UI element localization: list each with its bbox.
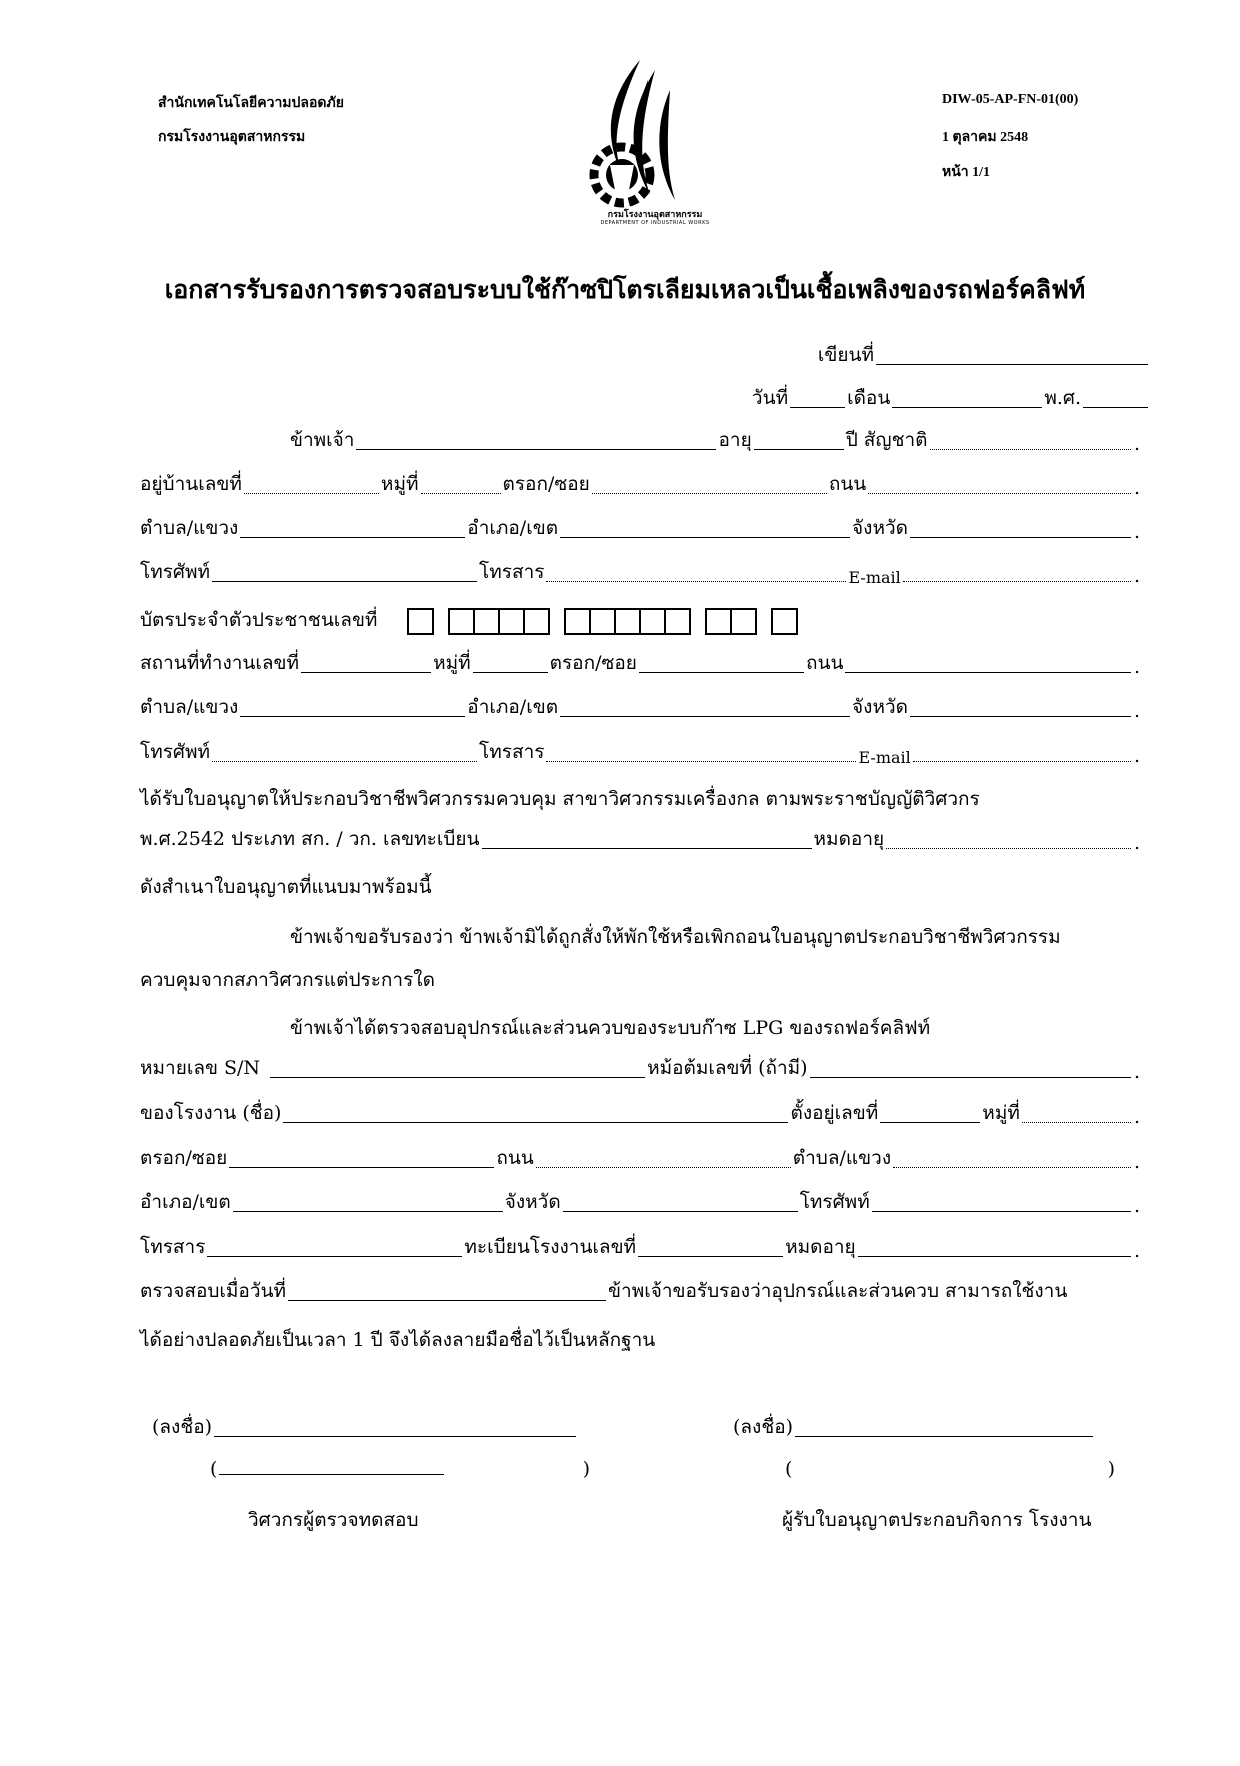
id-digit-box[interactable]: [705, 608, 732, 635]
factory-phone-field[interactable]: [872, 1211, 1131, 1212]
certification-tail: ข้าพเจ้าขอรับรองว่าอุปกรณ์และส่วนควบ สามารถใช้งาน: [608, 1280, 1068, 1302]
work-phone-field[interactable]: [212, 761, 477, 762]
id-card-row: [140, 605, 1140, 635]
end-dot: .: [1133, 1195, 1140, 1217]
end-dot: .: [1133, 656, 1140, 678]
certify-statement-line2: ควบคุมจากสภาวิศวกรแต่ประการใด: [140, 969, 435, 991]
end-dot: .: [1133, 1240, 1140, 1262]
work-tambon-field[interactable]: [240, 716, 465, 717]
document-title: เอกสารรับรองการตรวจสอบระบบใช้ก๊าซปิโตรเลียมเหลวเป็นเชื้อเพลิงของรถฟอร์คลิฟท์: [164, 275, 1086, 304]
day-label: วันที่: [751, 387, 789, 409]
applicant-label: ข้าพเจ้า: [290, 429, 355, 451]
end-dot: .: [1133, 1151, 1140, 1173]
moo-label: หมู่ที่: [380, 473, 419, 495]
org-name-line2: กรมโรงงานอุตสาหกรรม: [158, 130, 306, 145]
inspection-date-row: [140, 1276, 1140, 1306]
work-tambon-label: ตำบล/แขวง: [140, 696, 239, 718]
org-name-line1: สำนักเทคโนโลยีความปลอดภัย: [158, 96, 344, 111]
date-row: [752, 383, 1150, 413]
paren-close: ): [582, 1458, 590, 1480]
day-field[interactable]: [790, 407, 845, 408]
factory-located-field[interactable]: [880, 1122, 980, 1123]
id-digit-box[interactable]: [448, 608, 475, 635]
factory-fax-field[interactable]: [207, 1256, 462, 1257]
age-field[interactable]: [754, 449, 844, 450]
license-number-field[interactable]: [482, 848, 812, 849]
document-code: DIW-05-AP-FN-01(00): [942, 92, 1079, 107]
end-dot: .: [1133, 433, 1140, 455]
factory-located-label: ตั้งอยู่เลขที่: [790, 1102, 879, 1124]
id-digit-box[interactable]: [498, 608, 525, 635]
fax-field[interactable]: [546, 581, 846, 582]
amphoe-label: อำเภอ/เขต: [467, 517, 559, 539]
nationality-label: ปี สัญชาติ: [845, 429, 928, 451]
certify-statement-line1: ข้าพเจ้าขอรับรองว่า ข้าพเจ้ามิได้ถูกสั่งให้พักใช้หรือเพิกถอนใบอนุญาตประกอบวิชาชีพวิศวกรรม: [290, 926, 1061, 948]
license-type-label: พ.ศ.2542 ประเภท สก. / วก. เลขทะเบียน: [140, 828, 480, 850]
license-expire-field[interactable]: [886, 848, 1131, 849]
end-dot: .: [1133, 1061, 1140, 1083]
engineer-signature: [152, 1412, 578, 1442]
factory-road-label: ถนน: [496, 1147, 534, 1169]
inspection-date-label: ตรวจสอบเมื่อวันที่: [140, 1280, 287, 1302]
end-dot: .: [1133, 565, 1140, 587]
id-digit-box[interactable]: [771, 608, 798, 635]
id-digit-box[interactable]: [564, 608, 591, 635]
factory-name-row: [140, 1098, 1140, 1128]
end-dot: .: [1133, 521, 1140, 543]
nationality-field[interactable]: [930, 449, 1131, 450]
serial-label: หมายเลข S/N: [140, 1057, 261, 1079]
factory-province-label: จังหวัด: [504, 1191, 561, 1213]
id-digit-box[interactable]: [664, 608, 691, 635]
factory-soi-field[interactable]: [229, 1167, 494, 1168]
boiler-label: หม้อต้มเลขที่ (ถ้ามี): [647, 1057, 808, 1079]
boiler-field[interactable]: [810, 1077, 1131, 1078]
document-date: 1 ตุลาคม 2548: [942, 130, 1029, 145]
id-digit-box[interactable]: [730, 608, 757, 635]
work-amphoe-label: อำเภอ/เขต: [467, 696, 559, 718]
engineer-signature-field[interactable]: [214, 1436, 576, 1437]
written-at-field[interactable]: [876, 364, 1148, 365]
work-road-label: ถนน: [805, 652, 844, 674]
work-fax-field[interactable]: [546, 761, 856, 762]
work-soi-field[interactable]: [639, 672, 804, 673]
work-phone-label: โทรศัพท์: [140, 741, 211, 763]
year-field[interactable]: [1083, 407, 1148, 408]
factory-name-label: ของโรงงาน (ชื่อ): [140, 1102, 282, 1124]
year-label: พ.ศ.: [1044, 387, 1081, 409]
amphoe-field[interactable]: [560, 537, 850, 538]
email-label: E-mail: [848, 568, 901, 587]
licensee-role: ผู้รับใบอนุญาตประกอบกิจการ โรงงาน: [782, 1509, 1092, 1531]
soi-label: ตรอก/ซอย: [502, 473, 590, 495]
factory-moo-label: หมู่ที่: [982, 1102, 1020, 1124]
house-no-label: อยู่บ้านเลขที่: [140, 473, 242, 495]
factory-tambon-label: ตำบล/แขวง: [792, 1147, 892, 1169]
id-digit-box[interactable]: [407, 608, 434, 635]
license-copy-note: ดังสำเนาใบอนุญาตที่แนบมาพร้อมนี้: [140, 876, 432, 898]
factory-soi-label: ตรอก/ซอย: [140, 1147, 228, 1169]
end-dot: .: [1133, 1106, 1140, 1128]
certification-closing: ได้อย่างปลอดภัยเป็นเวลา 1 ปี จึงได้ลงลายมือชื่อไว้เป็นหลักฐาน: [140, 1329, 656, 1351]
department-logo: [570, 55, 740, 230]
road-label: ถนน: [828, 473, 867, 495]
engineer-name-open: [210, 1458, 446, 1480]
written-at-row: [818, 340, 1150, 370]
road-field[interactable]: [868, 493, 1131, 494]
factory-fax-label: โทรสาร: [140, 1236, 206, 1258]
licensee-signature-field[interactable]: [795, 1436, 1093, 1437]
month-field[interactable]: [892, 407, 1042, 408]
id-group-4: [705, 608, 757, 635]
province-label: จังหวัด: [852, 517, 908, 539]
factory-registration-row: [140, 1232, 1140, 1262]
id-digit-box[interactable]: [589, 608, 616, 635]
factory-amphoe-label: อำเภอ/เขต: [140, 1191, 231, 1213]
work-district-row: [140, 692, 1140, 722]
factory-district-row: [140, 1187, 1140, 1217]
tambon-field[interactable]: [240, 537, 465, 538]
id-card-label: บัตรประจำตัวประชาชนเลขที่: [140, 609, 378, 631]
work-email-label: E-mail: [858, 748, 911, 767]
work-soi-label: ตรอก/ซอย: [549, 652, 637, 674]
id-group-2: [448, 608, 550, 635]
id-card-boxes: [407, 608, 812, 635]
id-digit-box[interactable]: [473, 608, 500, 635]
work-road-field[interactable]: [845, 672, 1131, 673]
license-statement: ได้รับใบอนุญาตให้ประกอบวิชาชีพวิศวกรรมควบคุม สาขาวิศวกรรมเครื่องกล ตามพระราชบัญญัติวิศวกร: [140, 788, 980, 810]
factory-phone-label: โทรศัพท์: [799, 1191, 870, 1213]
house-no-field[interactable]: [244, 493, 379, 494]
phone-label: โทรศัพท์: [140, 561, 211, 583]
license-expire-label: หมดอายุ: [813, 828, 885, 850]
engineer-role: วิศวกรผู้ตรวจทดสอบ: [248, 1509, 419, 1531]
factory-moo-field[interactable]: [1022, 1122, 1131, 1123]
month-label: เดือน: [847, 387, 891, 409]
home-contact-row: [140, 557, 1140, 587]
tambon-label: ตำบล/แขวง: [140, 517, 239, 539]
paren-open: (: [210, 1458, 218, 1480]
phone-field[interactable]: [212, 581, 477, 582]
id-group-5: [771, 608, 798, 635]
id-group-1: [407, 608, 434, 635]
factory-province-field[interactable]: [563, 1211, 798, 1212]
factory-reg-field[interactable]: [638, 1256, 783, 1257]
work-amphoe-field[interactable]: [560, 716, 850, 717]
factory-expire-label: หมดอายุ: [785, 1236, 856, 1258]
factory-tambon-field[interactable]: [893, 1167, 1131, 1168]
factory-name-field[interactable]: [283, 1122, 788, 1123]
logo-caption-english: DEPARTMENT OF INDUSTRIAL WORKS: [600, 220, 710, 226]
age-label: อายุ: [718, 429, 752, 451]
end-dot: .: [1133, 832, 1140, 854]
work-province-label: จังหวัด: [852, 696, 908, 718]
work-address-row: [140, 648, 1140, 678]
home-address-row: [140, 469, 1140, 499]
moo-field[interactable]: [421, 493, 501, 494]
factory-expire-field[interactable]: [858, 1256, 1131, 1257]
id-digit-box[interactable]: [523, 608, 550, 635]
factory-address-row: [140, 1143, 1140, 1173]
inspection-date-field[interactable]: [288, 1300, 606, 1301]
work-email-field[interactable]: [913, 761, 1131, 762]
factory-reg-label: ทะเบียนโรงงานเลขที่: [464, 1236, 637, 1258]
logo-caption-thai: กรมโรงงานอุตสาหกรรม: [607, 210, 703, 220]
paren-close: ): [1107, 1458, 1115, 1480]
work-province-field[interactable]: [910, 716, 1131, 717]
fax-label: โทรสาร: [479, 561, 545, 583]
page-number: หน้า 1/1: [942, 165, 991, 180]
inspection-statement: ข้าพเจ้าได้ตรวจสอบอุปกรณ์และส่วนควบของระบบก๊าซ LPG ของรถฟอร์คลิฟท์: [290, 1017, 931, 1039]
licensee-signature: [733, 1412, 1095, 1442]
serial-field[interactable]: [270, 1077, 645, 1078]
work-contact-row: [140, 737, 1140, 767]
work-no-label: สถานที่ทำงานเลขที่: [140, 652, 300, 674]
home-district-row: [140, 513, 1140, 543]
id-digit-box[interactable]: [639, 608, 666, 635]
email-field[interactable]: [903, 581, 1131, 582]
end-dot: .: [1133, 745, 1140, 767]
work-fax-label: โทรสาร: [479, 741, 545, 763]
applicant-name-field[interactable]: [356, 449, 716, 450]
end-dot: .: [1133, 477, 1140, 499]
factory-amphoe-field[interactable]: [233, 1211, 503, 1212]
licensee-printed-name: [785, 1458, 1115, 1480]
engineer-printed-name: [210, 1458, 590, 1480]
applicant-row: [290, 425, 1140, 455]
paren-open: (: [785, 1458, 793, 1480]
license-number-row: [140, 824, 1140, 854]
engineer-name-field[interactable]: [219, 1474, 444, 1475]
engineer-sign-label: (ลงชื่อ): [152, 1416, 213, 1438]
id-digit-box[interactable]: [614, 608, 641, 635]
work-no-field[interactable]: [301, 672, 431, 673]
end-dot: .: [1133, 700, 1140, 722]
province-field[interactable]: [910, 537, 1131, 538]
work-moo-field[interactable]: [473, 672, 548, 673]
serial-row: [140, 1053, 1140, 1083]
written-at-label: เขียนที่: [817, 344, 874, 366]
factory-road-field[interactable]: [536, 1167, 791, 1168]
licensee-sign-label: (ลงชื่อ): [733, 1416, 794, 1438]
work-moo-label: หมู่ที่: [433, 652, 471, 674]
soi-field[interactable]: [592, 493, 827, 494]
id-group-3: [564, 608, 691, 635]
